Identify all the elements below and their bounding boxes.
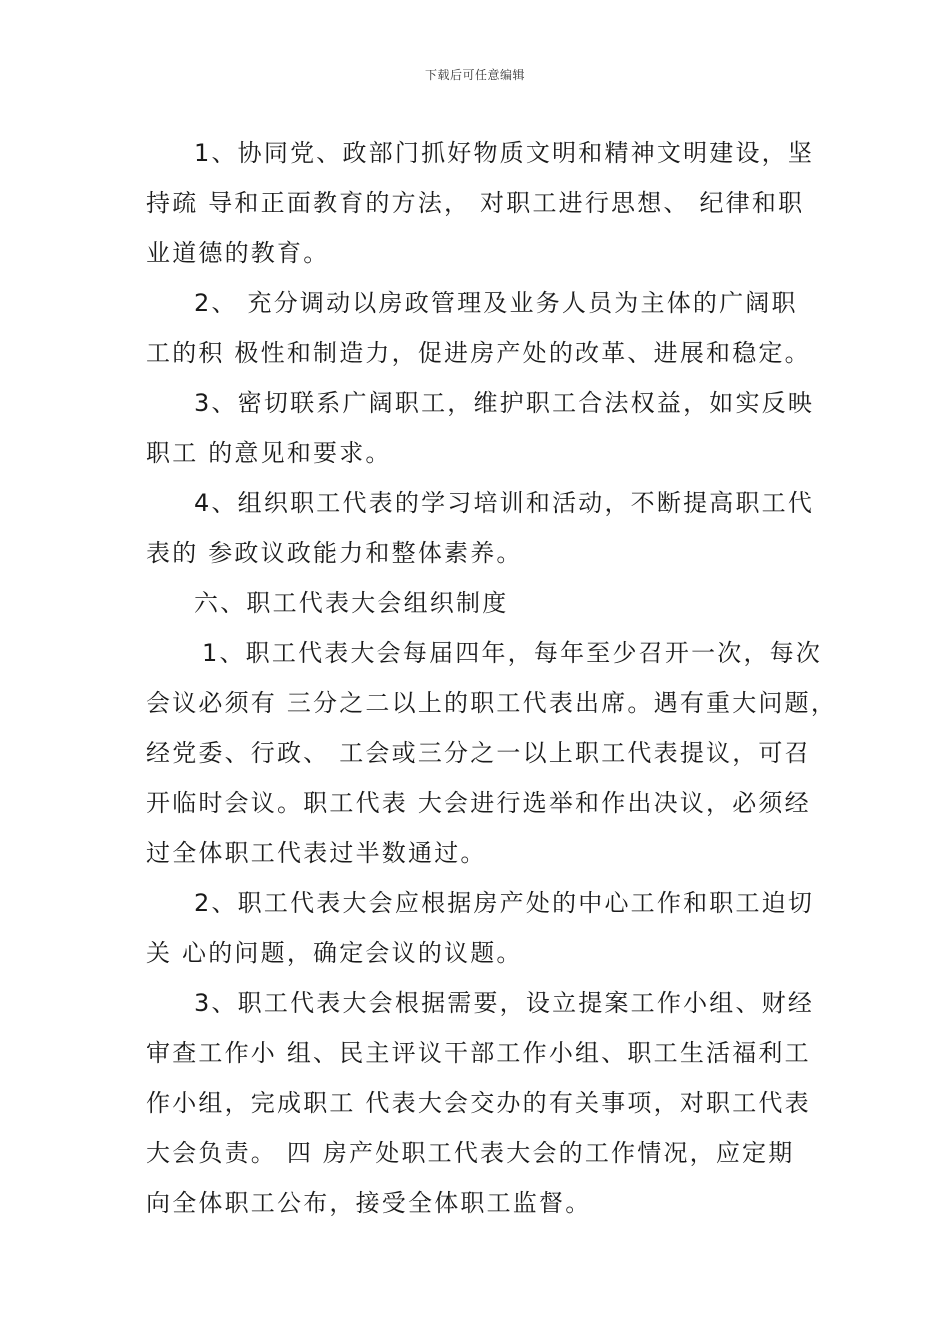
- text-line: 工的积 极性和制造力，促进房产处的改革、进展和稳定。: [146, 339, 811, 367]
- text-line: 会议必须有 三分之二以上的职工代表出席。遇有重大问题，: [146, 689, 838, 717]
- text-line: 1、职工代表大会每届四年，每年至少召开一次，每次: [202, 639, 823, 667]
- text-line: 2、 充分调动以房政管理及业务人员为主体的广阔职: [194, 289, 798, 317]
- text-line: 大会负责。 四 房产处职工代表大会的工作情况，应定期: [146, 1139, 795, 1167]
- paragraph-4: [146, 478, 828, 578]
- paragraph-1: [146, 128, 828, 278]
- text-line: 1、协同党、政部门抓好物质文明和精神文明建设，坚: [194, 139, 815, 167]
- text-line: 2、职工代表大会应根据房产处的中心工作和职工迫切: [194, 889, 815, 917]
- text-line: 关 心的问题，确定会议的议题。: [146, 939, 523, 967]
- section-heading: [146, 578, 828, 628]
- text-line: 经党委、行政、 工会或三分之一以上职工代表提议，可召: [146, 739, 811, 767]
- text-line: 职工 的意见和要求。: [146, 439, 392, 467]
- text-line: 向全体职工公布，接受全体职工监督。: [146, 1189, 592, 1217]
- paragraph-3: [146, 378, 828, 478]
- text-line: 业道德的教育。: [146, 239, 330, 267]
- text-line: 3、职工代表大会根据需要，设立提案工作小组、财经: [194, 989, 815, 1017]
- text-line: 4、组织职工代表的学习培训和活动，不断提高职工代: [194, 489, 815, 517]
- paragraph-6: [146, 878, 828, 978]
- text-line: 持疏 导和正面教育的方法， 对职工进行思想、 纪律和职: [146, 189, 805, 217]
- text-line: 作小组，完成职工 代表大会交办的有关事项，对职工代表: [146, 1089, 811, 1117]
- paragraph-7: [146, 978, 828, 1228]
- page-header: 下载后可任意编辑: [424, 68, 525, 82]
- document-body: [146, 128, 838, 1228]
- text-line: 3、密切联系广阔职工，维护职工合法权益，如实反映: [194, 389, 815, 417]
- heading-line: 六、职工代表大会组织制度: [194, 589, 509, 617]
- paragraph-5: [146, 628, 838, 878]
- text-line: 过全体职工代表过半数通过。: [146, 839, 487, 867]
- text-line: 审查工作小 组、民主评议干部工作小组、职工生活福利工: [146, 1039, 811, 1067]
- text-line: 开临时会议。职工代表 大会进行选举和作出决议，必须经: [146, 789, 811, 817]
- paragraph-2: [146, 278, 828, 378]
- text-line: 表的 参政议政能力和整体素养。: [146, 539, 523, 567]
